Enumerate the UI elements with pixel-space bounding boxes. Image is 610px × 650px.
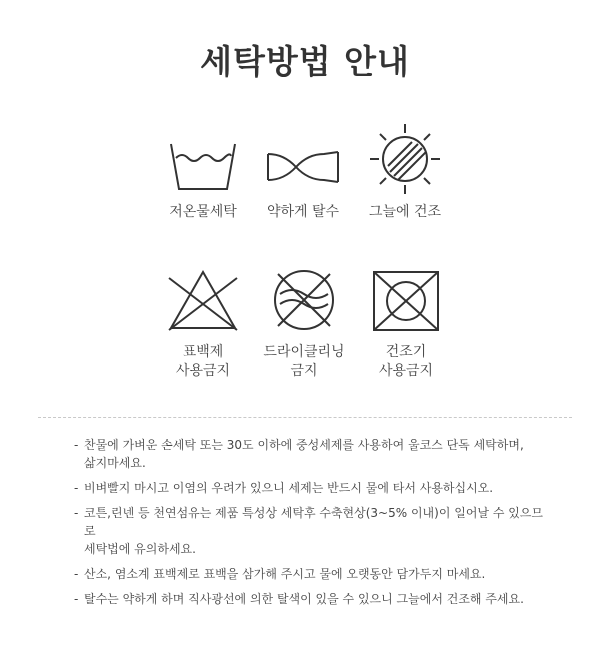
care-note-line: 세탁법에 유의하세요. <box>84 542 196 556</box>
care-note: - 탈수는 약하게 하며 직사광선에 의한 탈색이 있을 수 있으니 그늘에서 건조해 주세요. <box>74 590 554 608</box>
care-note: - 비벼빨지 마시고 이염의 우려가 있으니 세제는 반드시 물에 타서 사용하십시오. <box>74 479 554 497</box>
no-tumble-dry-icon <box>370 268 442 334</box>
shade-dry-icon <box>368 122 442 196</box>
caption-cold-water-wash: 저온물세탁 <box>169 204 237 220</box>
care-note-line: 비벼빨지 마시고 이염의 우려가 있으니 세제는 반드시 물에 타서 사용하십시오. <box>84 481 494 495</box>
care-note: - 산소, 염소계 표백제로 표백을 삼가해 주시고 물에 오랫동안 담가두지 마세요. <box>74 565 554 583</box>
caption-shade-dry: 그늘에 건조 <box>368 204 442 220</box>
page-title: 세탁방법 안내 <box>200 42 410 81</box>
care-note-line: 탈수는 약하게 하며 직사광선에 의한 탈색이 있을 수 있으니 그늘에서 건조해 주세요. <box>84 592 524 606</box>
no-bleach-icon <box>165 270 241 332</box>
care-note-line: 코튼,린넨 등 천연섬유는 제품 특성상 세탁후 수축현상(3~5% 이내)이 일어날 수 있으므로 <box>84 506 543 538</box>
caption-gentle-wring: 약하게 탈수 <box>266 204 340 220</box>
caption-no-tumble-dry: 건조기 사용금지 <box>378 344 434 379</box>
care-note-line: 찬물에 가벼운 손세탁 또는 30도 이하에 중성세제를 사용하여 울코스 단독 세탁하며, <box>84 438 524 452</box>
care-note-line: 삶지마세요. <box>84 456 146 470</box>
cold-water-wash-icon <box>168 142 238 192</box>
care-note-line: 산소, 염소계 표백제로 표백을 삼가해 주시고 물에 오랫동안 담가두지 마세요. <box>84 567 486 581</box>
no-dry-clean-icon <box>268 264 340 336</box>
dashed-divider <box>38 417 572 418</box>
care-note: - 찬물에 가벼운 손세탁 또는 30도 이하에 중성세제를 사용하여 울코스 단독 세탁하며, 삶지마세요. <box>74 436 554 472</box>
care-notes-list <box>74 436 554 615</box>
caption-no-bleach: 표백제 사용금지 <box>175 344 231 379</box>
caption-no-dry-clean: 드라이클리닝 금지 <box>263 344 345 379</box>
gentle-wring-icon <box>266 150 340 184</box>
care-note: - 코튼,린넨 등 천연섬유는 제품 특성상 세탁후 수축현상(3~5% 이내)이 일어날 수 있으므로 세탁법에 유의하세요. <box>74 504 554 558</box>
